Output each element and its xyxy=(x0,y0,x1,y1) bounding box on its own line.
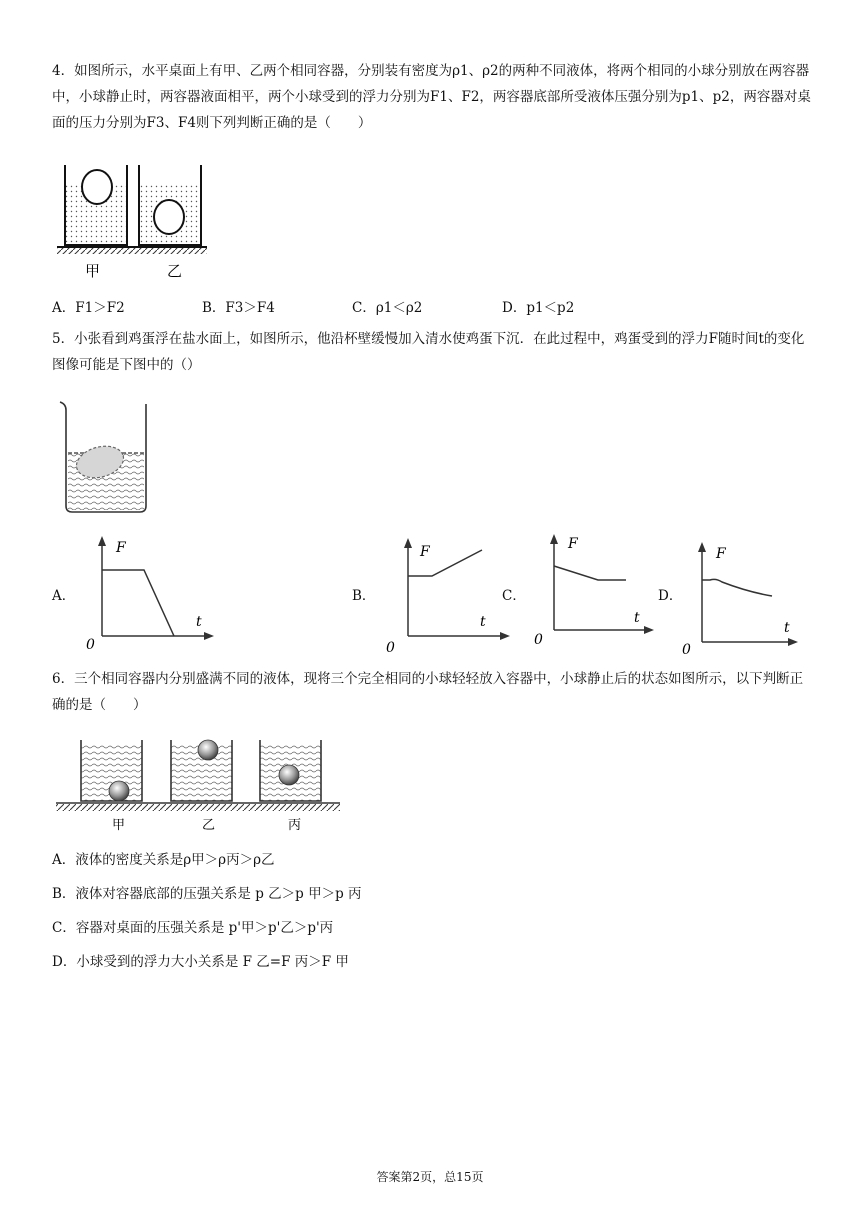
fig6-label-bing: 丙 xyxy=(288,818,302,833)
q6-option-b: B．液体对容器底部的压强关系是 p 乙＞p 甲＞p 丙 xyxy=(52,886,362,902)
q5b-origin: 0 xyxy=(386,640,395,654)
q5a-origin: 0 xyxy=(86,637,95,653)
q4-option-a: A．F1＞F2 xyxy=(52,300,125,316)
q5d-axis-f: F xyxy=(716,546,726,562)
q5-graph-c xyxy=(530,530,660,650)
q5c-axis-t: t xyxy=(634,610,640,626)
question-6-text: 6．三个相同容器内分别盛满不同的液体，现将三个完全相同的小球轻轻放入容器中，小球静止后的状态如图所示，以下判断正确的是（ ） xyxy=(52,671,804,713)
q5d-origin: 0 xyxy=(682,642,691,658)
q5-graph-label-a: A． xyxy=(52,588,76,604)
question-6-figure xyxy=(52,732,344,836)
question-4-text: 4．如图所示，水平桌面上有甲、乙两个相同容器，分别装有密度为ρ1、ρ2的两种不同液体，将两个相同的小球分别放在两容器中，小球静止时，两容器液面相平，两个小球受到的浮力分别为F1、F2，两容器底部所受液体压强分别为p1、p2，两容器对桌面的压力分别为F3、F4则下列判断正确的是（ ） xyxy=(52,63,811,131)
q5-graph-label-b: B． xyxy=(352,588,376,604)
q5b-axis-t: t xyxy=(480,614,486,630)
q5-graph-label-d: D． xyxy=(658,588,683,604)
question-5-beaker-figure xyxy=(52,398,152,518)
q5c-axis-f: F xyxy=(568,536,578,552)
q4-option-b: B．F3＞F4 xyxy=(202,300,275,316)
q5a-axis-f: F xyxy=(116,540,126,556)
question-5-text: 5．小张看到鸡蛋浮在盐水面上，如图所示，他沿杯壁缓慢加入清水使鸡蛋下沉．在此过程中，鸡蛋受到的浮力F随时间t的变化图像可能是下图中的（） xyxy=(52,331,805,373)
q6-option-d: D．小球受到的浮力大小关系是 F 乙=F 丙＞F 甲 xyxy=(52,954,349,970)
fig6-label-jia: 甲 xyxy=(112,818,126,833)
q5-graph-a xyxy=(82,534,222,654)
fig4-label-yi: 乙 xyxy=(167,262,183,280)
q6-option-a: A．液体的密度关系是ρ甲＞ρ丙＞ρ乙 xyxy=(52,852,275,868)
q6-option-c: C．容器对桌面的压强关系是 p'甲＞p'乙＞p'丙 xyxy=(52,920,334,936)
q5-graph-d xyxy=(680,538,805,658)
q5c-origin: 0 xyxy=(534,632,543,648)
q5-graph-label-c: C． xyxy=(502,588,526,604)
q4-option-d: D．p1＜p2 xyxy=(502,300,575,316)
q5d-axis-t: t xyxy=(784,620,790,636)
page-footer: 答案第2页，总15页 xyxy=(376,1170,484,1184)
fig4-label-jia: 甲 xyxy=(85,262,101,280)
q4-option-c: C．ρ1＜ρ2 xyxy=(352,300,423,316)
q5a-axis-t: t xyxy=(196,614,202,630)
fig6-label-yi: 乙 xyxy=(202,818,216,833)
question-4-figure xyxy=(55,160,215,285)
q5b-axis-f: F xyxy=(420,544,430,560)
